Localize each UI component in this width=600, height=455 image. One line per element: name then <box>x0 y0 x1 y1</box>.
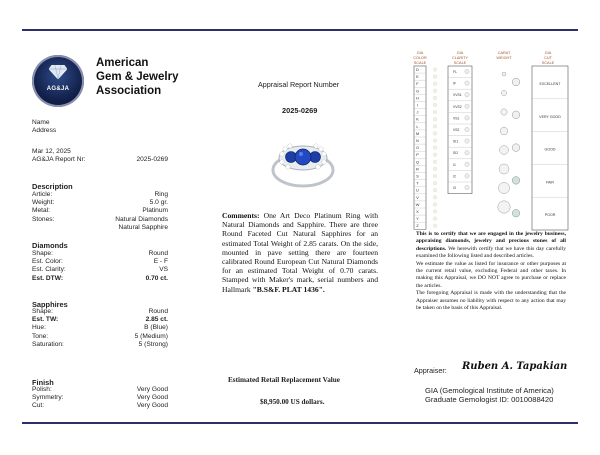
diamonds-row-label: Est. DTW: <box>32 274 64 282</box>
hallmark-text: "B.S&F. PLAT 1436". <box>252 284 325 294</box>
clarity-sample-stone <box>465 104 469 108</box>
cert-para-2: We estimate the value as listed for insurance or other purposes at the current retail value, excluding Federal and other taxes. In making this Appraisal, we DO NOT agree to purchase or replace the articles. <box>416 260 566 289</box>
carat-sample-stone <box>501 109 507 115</box>
sapphires-row-value: B (Blue) <box>144 324 168 332</box>
appraiser-label: Appraiser: <box>414 366 447 375</box>
clarity-grade-label: VS2 <box>453 128 460 132</box>
color-sample-stone <box>433 132 437 136</box>
gia-line-2: Graduate Gemologist ID: 0010088420 <box>425 395 554 404</box>
top-rule <box>22 29 578 31</box>
cut-sample-stone <box>512 144 520 152</box>
color-grade-letter: H <box>416 95 419 101</box>
color-sample-stone <box>433 103 437 107</box>
sapphires-row-value: 5 (Medium) <box>134 332 168 340</box>
clarity-grade-label: I2 <box>453 174 456 179</box>
clarity-sample-stone <box>465 69 469 73</box>
sapphires-row-label: Saturation: <box>32 340 64 348</box>
diamonds-row <box>32 266 168 274</box>
report-date: Mar 12, 2025 <box>32 148 71 155</box>
color-sample-stone <box>433 196 437 200</box>
clarity-grade-label: FL <box>453 70 457 74</box>
description-row <box>32 207 168 215</box>
color-sample-stone <box>433 68 437 72</box>
color-sample-stone <box>433 217 437 221</box>
color-grade-letter: J <box>416 109 419 115</box>
retail-value: $8,950.00 US dollars. <box>260 398 325 406</box>
comments-text: One Art Deco Platinum Ring with Natural Diamonds and Sapphire. There are three Round Faceted Cut Natural Sapphires for an estimated Total Weight of 2.85 carats. On the side, mounted in pave setting there are fourteen calibrated Round European Cut Natural Diamonds for an estimated Total Weight of 0.70 carats. Stamped with Maker's mark, serial numbers and Hallmark <box>222 211 378 294</box>
cut-sample-stone <box>512 111 520 119</box>
color-grade-letter: E <box>416 74 419 80</box>
description-row-label: Metal: <box>32 207 50 215</box>
color-sample-stone <box>433 89 437 93</box>
clarity-grade-label: VVS1 <box>453 93 462 98</box>
clarity-sample-stone <box>465 93 469 97</box>
description-row-value: Natural Diamonds <box>115 215 168 223</box>
color-sample-stone <box>433 210 437 214</box>
diamonds-row <box>32 250 168 258</box>
sapphires-row-label: Hue: <box>32 324 46 332</box>
color-sample-stone <box>433 181 437 185</box>
carat-sample-stone <box>502 72 506 76</box>
sapphires-row-value: 2.85 ct. <box>145 316 168 324</box>
name-label: Name <box>32 119 50 126</box>
cut-grade-label: EXCELLENT <box>539 82 561 86</box>
carat-sample-stone <box>500 127 508 135</box>
comments-label: Comments: <box>222 211 260 220</box>
retail-label: Estimated Retail Replacement Value <box>228 376 340 384</box>
color-grade-letter: O <box>415 145 420 151</box>
color-grade-letter: F <box>416 81 419 87</box>
clarity-sample-stone <box>465 127 469 131</box>
color-grade-letter: S <box>416 173 419 179</box>
clarity-grade-label: VVS2 <box>453 104 462 109</box>
sapphires-row <box>32 316 168 324</box>
sapphires-heading: Sapphires <box>32 300 68 309</box>
color-grade-letter: Z <box>416 223 419 229</box>
ring-photo <box>268 134 338 192</box>
color-sample-stone <box>433 174 437 178</box>
color-grade-letter: R <box>416 166 419 172</box>
cut-sample-stone <box>512 177 520 185</box>
carat-sample-stone <box>498 201 510 213</box>
bottom-rule <box>22 422 578 424</box>
cut-scale-header-word: CUT <box>544 56 552 60</box>
cut-grade-label: GOOD <box>544 147 556 152</box>
description-row <box>32 224 168 232</box>
diamonds-heading: Diamonds <box>32 241 68 250</box>
gia-line-1: GIA (Gemological Institute of America) <box>425 386 554 395</box>
color-sample-stone <box>433 188 437 192</box>
color-grade-letter: P <box>416 152 419 158</box>
clarity-sample-stone <box>465 174 469 178</box>
sapphires-row <box>32 324 168 332</box>
color-grade-letter: I <box>416 102 419 108</box>
clarity-sample-stone <box>465 151 469 155</box>
diamonds-row-value: 0.70 ct. <box>145 274 168 282</box>
cert-rest: We herewith certify that we have this day carefully examined the following listed and described articles. <box>416 245 566 260</box>
cut-sample-stone <box>512 209 520 217</box>
report-number: 2025-0269 <box>282 106 318 115</box>
color-grade-letter: W <box>415 201 420 207</box>
grading-scales-chart <box>408 48 574 234</box>
diamonds-row <box>32 258 168 266</box>
cert-lead: This is to certify that we are engaged in the jewelry business, appraising diamonds, jewelry and precious stones of all descriptions. <box>416 231 566 252</box>
color-grade-letter: Q <box>415 159 420 165</box>
color-sample-stone <box>433 82 437 86</box>
finish-row-label: Cut: <box>32 402 45 410</box>
certification-text <box>416 231 566 312</box>
color-grade-letter: L <box>416 123 419 129</box>
diamonds-row-label: Shape: <box>32 250 53 257</box>
clarity-sample-stone <box>465 81 469 85</box>
diamonds-row-label: Est. Color: <box>32 258 63 266</box>
clarity-grade-label: I1 <box>453 162 456 167</box>
cut-scale-header-word: GIA <box>544 51 552 55</box>
report-title: Appraisal Report Number <box>258 80 340 89</box>
clarity-scale-header-word: SCALE <box>453 61 467 65</box>
report-number-value: 2025-0269 <box>136 156 168 163</box>
color-grade-letter: K <box>416 116 419 122</box>
description-row-value: Natural Sapphire <box>118 223 168 231</box>
color-grade-letter: G <box>415 88 420 94</box>
color-sample-stone <box>433 139 437 143</box>
color-grade-letter: U <box>416 187 419 193</box>
organization-name: American Gem & Jewelry Association <box>96 57 179 97</box>
report-number-row: AG&JA Report Nr: 2025-0269 <box>32 156 168 163</box>
color-sample-stone <box>433 117 437 121</box>
finish-row-label: Polish: <box>32 386 52 393</box>
address-label: Address <box>32 127 57 134</box>
cut-grade-label: POOR <box>544 213 556 218</box>
description-row <box>32 191 168 199</box>
diamonds-row-value: E - F <box>153 258 168 266</box>
carat-weight-header-word: WEIGHT <box>496 56 512 60</box>
finish-row-value: Very Good <box>136 394 168 402</box>
clarity-grade-label: I3 <box>453 186 456 190</box>
finish-row <box>32 386 168 394</box>
finish-row-label: Symmetry: <box>32 394 64 402</box>
carat-sample-stone <box>499 164 509 174</box>
color-sample-stone <box>433 96 437 100</box>
description-row-label: Weight: <box>32 199 55 207</box>
diamonds-row-label: Est. Clarity: <box>32 266 66 274</box>
color-grade-letter: D <box>416 67 419 72</box>
color-grade-letter: M <box>415 130 420 136</box>
finish-heading: Finish <box>32 378 54 387</box>
cut-grade-label: FAIR <box>546 180 554 185</box>
color-sample-stone <box>433 160 437 164</box>
finish-row <box>32 394 168 402</box>
grading-scales <box>413 51 568 230</box>
diamond-icon <box>49 65 67 79</box>
carat-sample-stone <box>501 90 506 95</box>
diamonds-row-value: VS <box>159 266 168 274</box>
cut-scale-header-word: SCALE <box>541 61 555 65</box>
sapphires-row <box>32 341 168 349</box>
description-row-label: Stones: <box>32 215 55 223</box>
clarity-scale-header-word: GIA <box>456 51 464 55</box>
carat-sample-stone <box>500 146 509 155</box>
clarity-grade-label: IF <box>453 81 457 86</box>
carat-weight-header-word: CARAT <box>497 51 511 55</box>
description-row-value: Ring <box>154 191 168 198</box>
sapphires-row-label: Shape: <box>32 308 53 315</box>
color-scale-header-word: GIA <box>416 51 424 55</box>
cut-grade-label: VERY GOOD <box>539 114 561 119</box>
description-row-value: 5.0 gr. <box>149 199 168 207</box>
sapphires-row-value: 5 (Strong) <box>138 340 168 348</box>
color-grade-letter: V <box>416 194 419 200</box>
color-sample-stone <box>433 125 437 129</box>
carat-sample-stone <box>498 182 509 193</box>
diamonds-row-value: Round <box>148 250 168 257</box>
clarity-scale-header-word: CLARITY <box>451 56 469 60</box>
description-row <box>32 199 168 207</box>
color-scale-header-word: SCALE <box>413 61 427 65</box>
color-sample-stone <box>433 146 437 150</box>
sapphires-row <box>32 308 168 316</box>
logo-text: AG&JA <box>46 86 70 92</box>
clarity-sample-stone <box>465 162 469 166</box>
description-heading: Description <box>32 182 73 191</box>
sapphires-row-label: Tone: <box>32 332 49 340</box>
description-row <box>32 216 168 224</box>
clarity-sample-stone <box>465 185 469 189</box>
sapphires-row-value: Round <box>148 308 168 315</box>
color-grade-letter: N <box>416 138 419 143</box>
finish-row-value: Very Good <box>136 402 168 410</box>
sapphires-row <box>32 333 168 341</box>
color-grade-letter: Y <box>416 216 419 222</box>
color-sample-stone <box>433 224 437 228</box>
description-row-value: Platinum <box>142 207 168 215</box>
color-scale-header-word: COLOR <box>413 56 427 60</box>
color-sample-stone <box>433 110 437 114</box>
finish-row-value: Very Good <box>136 386 168 393</box>
cut-sample-stone <box>512 78 520 86</box>
diamonds-row <box>32 275 168 283</box>
color-grade-letter: T <box>416 180 419 186</box>
description-row-label: Article: <box>32 191 53 198</box>
color-sample-stone <box>433 203 437 207</box>
appraiser-signature: Ruben A. Tapakian <box>462 361 568 372</box>
sapphires-row-label: Est. TW: <box>32 316 59 324</box>
comments-block <box>222 211 378 294</box>
association-logo <box>32 55 84 107</box>
color-sample-stone <box>433 153 437 157</box>
cert-para-3: The foregoing Appraisal is made with the understanding that the Appraiser assumes no liability with respect to any action that may be taken on the basis of this Appraisal. <box>416 290 566 312</box>
finish-row <box>32 402 168 410</box>
clarity-grade-label: SI2 <box>453 151 459 156</box>
color-sample-stone <box>433 75 437 79</box>
clarity-grade-label: SI1 <box>453 139 459 144</box>
color-grade-letter: X <box>416 209 419 214</box>
clarity-grade-label: VS1 <box>453 116 460 121</box>
color-sample-stone <box>433 167 437 171</box>
clarity-sample-stone <box>465 139 469 143</box>
clarity-sample-stone <box>465 116 469 120</box>
